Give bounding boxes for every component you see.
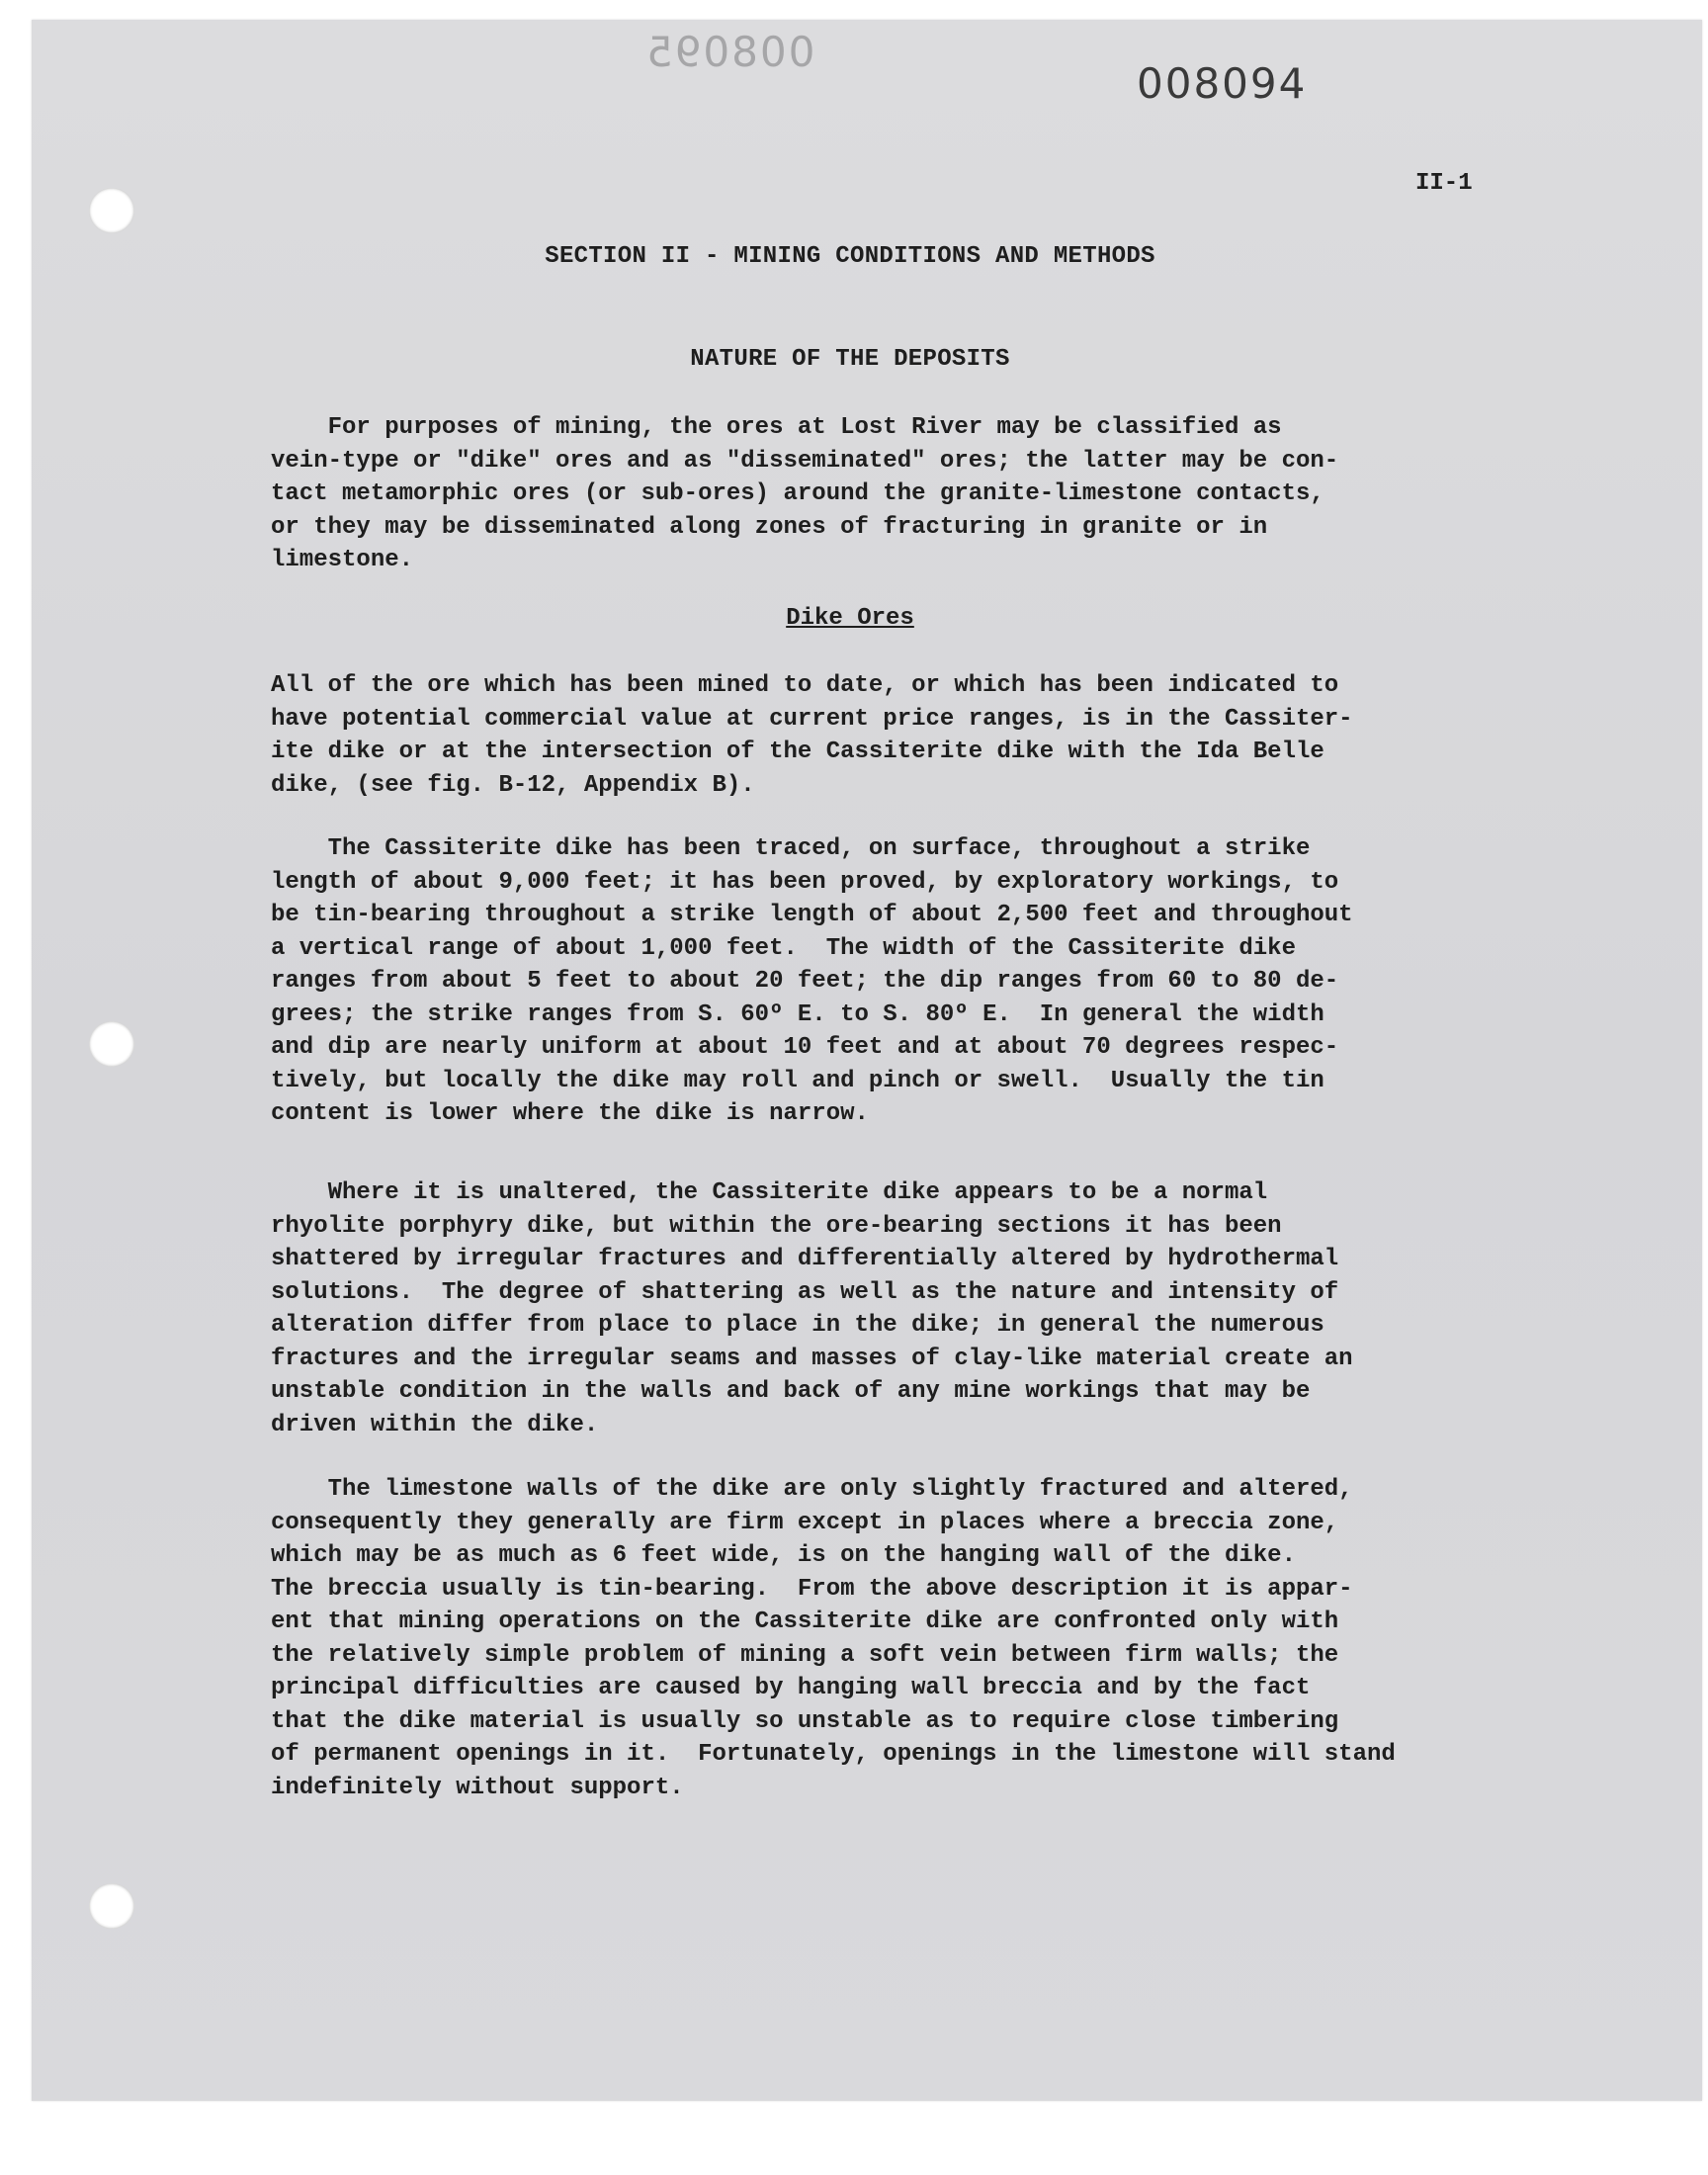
punch-hole-top [89, 188, 134, 233]
page-number: II-1 [1415, 170, 1473, 197]
dike-ores-heading-row [198, 605, 1502, 632]
punch-hole-bottom [89, 1883, 134, 1929]
document-stamp-number: 008094 [1137, 59, 1308, 108]
dike-ores-paragraph-2: The Cassiterite dike has been traced, on surface, throughout a strike length of about 9,000 feet; it has been proved, by exploratory workings, to be tin-bearing throughout a strike length of about 2,500 feet and throughout a vertical range of about 1,000 feet. The width of the Cassiterite dike ranges from about 5 feet to about 20 feet; the dip ranges from 60 to 80 de- grees; the strike ranges from S. 60º E. to S. 80º E. In general the width and dip are nearly uniform at about 10 feet and at about 70 degrees respec- tively, but locally the dike may roll and pinch or swell. Usually the tin content is lower where the dike is narrow. [271, 835, 1353, 1127]
dike-ores-paragraph-4: The limestone walls of the dike are only slightly fractured and altered, consequently they generally are firm except in places where a breccia zone, which may be as much as 6 feet wide, is on the hanging wall of the dike. The breccia usually is tin-bearing. From the above description it is appar- ent that mining operations on the Cassiterite dike are confronted only with the relatively simple problem of mining a soft vein between firm walls; the principal difficulties are caused by hanging wall breccia and by the fact that the dike material is usually so unstable as to require close timbering of permanent openings in it. Fortunately, openings in the limestone will stand indefinitely without support. [271, 1476, 1396, 1801]
section-title: SECTION II - MINING CONDITIONS AND METHODS [545, 243, 1155, 270]
dike-ores-paragraph-3: Where it is unaltered, the Cassiterite dike appears to be a normal rhyolite porphyry dike, but within the ore-bearing sections it has been shattered by irregular fractures and differentially altered by hydrothermal solutions. The degree of shattering as well as the nature and intensity of alteration differ from place to place in the dike; in general the numerous fractures and the irregular seams and masses of clay-like material create an unstable condition in the walls and back of any mine workings that may be driven within the dike. [271, 1179, 1353, 1438]
subsection-title: NATURE OF THE DEPOSITS [690, 346, 1010, 373]
punch-hole-middle [89, 1021, 134, 1067]
dike-ores-paragraph-1: All of the ore which has been mined to date, or which has been indicated to have potential commercial value at current price ranges, is in the Cassiter- ite dike or at the intersection of the Cassiterite dike with the Ida Belle dike, (see fig. B-12, Appendix B). [271, 672, 1353, 799]
intro-paragraph: For purposes of mining, the ores at Lost River may be classified as vein-type or "dike" ores and as "disseminated" ores; the latter may be con- tact metamorphic ores (or sub-ores) around the granite-limestone contacts, or they may be disseminated along zones of fracturing in granite or in limestone. [271, 414, 1339, 573]
dike-ores-heading: Dike Ores [786, 605, 914, 632]
bleed-through-stamp-number: 008095 [644, 28, 815, 76]
